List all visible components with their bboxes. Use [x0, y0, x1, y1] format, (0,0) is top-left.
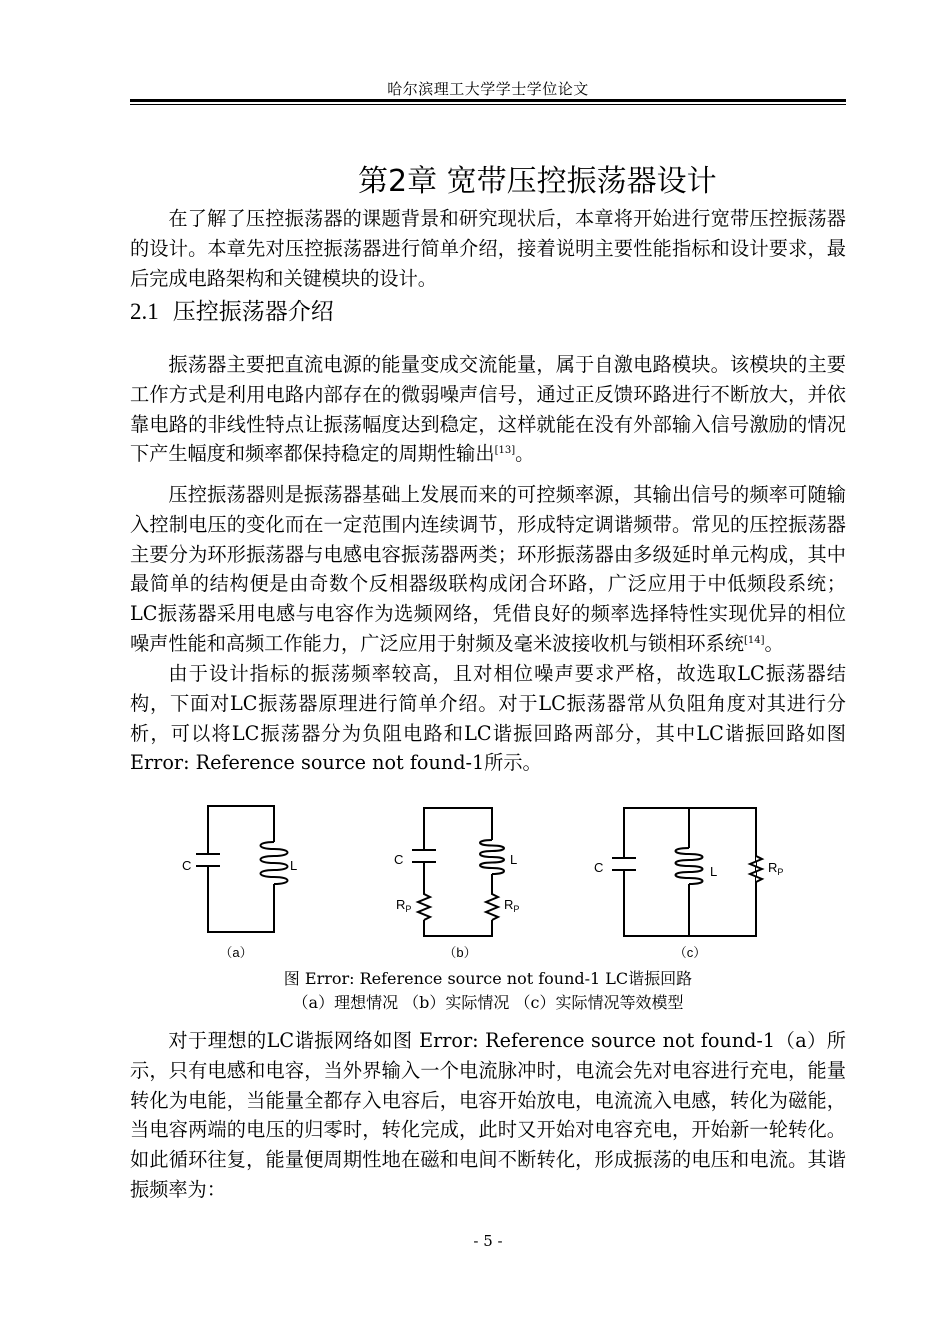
citation-14[interactable]: [14] [744, 634, 765, 646]
running-header: 哈尔滨理工大学学士学位论文 [387, 80, 589, 98]
label-rp-c: $R_P$ [768, 860, 784, 877]
section-heading [130, 293, 334, 326]
paragraph-ideal-lc: 对于理想的LC谐振网络如图 Error: Reference source not found-1（a）所示，只有电感和电容，当外界输入一个电流脉冲时，电流会先对电容进行充电，能量转化为电能，当能量全都存入电容后，电容开始放电，电流流入电感，转化为磁能，当电容两端的电压的归零时，转化完成，此时又开始对电容充电，开始新一轮转化。如此循环往复，能量便周期性地在磁和电间不断转化，形成振荡的电压和电流。其谐振频率为： [130, 1029, 846, 1201]
resistor-c [750, 852, 762, 882]
circuit-b-wires [424, 808, 492, 936]
label-c-a: C [182, 858, 192, 873]
figure-subcaption: （a）理想情况 （b）实际情况 （c）实际情况等效模型 [292, 993, 684, 1012]
sublabel-b: （b） [443, 945, 477, 960]
label-l-c: L [710, 864, 718, 879]
citation-13[interactable]: [13] [494, 445, 516, 457]
label-c-b: C [394, 852, 404, 867]
section-title: 压控振荡器介绍 [172, 299, 334, 325]
paragraph-lc-intro: 由于设计指标的振荡频率较高，且对相位噪声要求严格，故选取LC振荡器结构，下面对LC振荡器原理进行简单介绍。对于LC振荡器常从负阻角度对其进行分析，可以将LC振荡器分为负阻电路和LC谐振回路两部分，其中LC谐振回路如图 Error: Reference source not found-1所示。 [130, 662, 846, 775]
inductor-a [261, 842, 288, 884]
label-l-b: L [510, 852, 518, 867]
capacitor-a [196, 854, 220, 866]
inductor-c [676, 848, 703, 884]
paragraph-end: 。 [515, 442, 535, 466]
label-l-a: L [290, 858, 298, 873]
label-c-c: C [594, 860, 604, 875]
sublabel-c: （c） [673, 945, 707, 960]
lc-tank-figure [170, 796, 800, 962]
page-number: - 5 - [473, 1232, 503, 1250]
intro-paragraph: 在了解了压控振荡器的课题背景和研究现状后，本章将开始进行宽带压控振荡器的设计。本章先对压控振荡器进行简单介绍，接着说明主要性能指标和设计要求，最后完成电路架构和关键模块的设计。 [130, 207, 846, 290]
section-number: 2.1 [130, 299, 159, 324]
capacitor-b [412, 850, 436, 862]
label-rp-b-left: $R_P$ [396, 897, 412, 914]
paragraph-text: 振荡器主要把直流电源的能量变成交流能量，属于自激电路模块。该模块的主要工作方式是利用电路内部存在的微弱噪声信号，通过正反馈环路进行不断放大，并依靠电路的非线性特点让振荡幅度达到稳定，这样就能在没有外部输入信号激励的情况下产生幅度和频率都保持稳定的周期性输出 [130, 353, 846, 466]
paragraph-end: 。 [764, 631, 784, 655]
paragraph-text: 压控振荡器则是振荡器基础上发展而来的可控频率源，其输出信号的频率可随输入控制电压的变化而在一定范围内连续调节，形成特定调谐频带。常见的压控振荡器主要分为环形振荡器与电感电容振荡器两类；环形振荡器由多级延时单元构成，其中最简单的结构便是由奇数个反相器级联构成闭合环路，广泛应用于中低频段系统；LC振荡器采用电感与电容作为选频网络，凭借良好的频率选择特性实现优异的相位噪声性能和高频工作能力，广泛应用于射频及毫米波接收机与锁相环系统 [130, 483, 846, 655]
circuit-a-wires [208, 806, 274, 932]
header-rule-thin [130, 104, 846, 105]
figure-caption: 图 Error: Reference source not found-1 LC谐振回路 [283, 969, 693, 988]
resistor-b-right [486, 890, 498, 920]
paragraph-oscillator [130, 350, 846, 469]
header-rule-thick [130, 99, 846, 102]
label-rp-b-right: $R_P$ [504, 897, 520, 914]
sublabel-a: （a） [219, 945, 253, 960]
chapter-title: 第2章 宽带压控振荡器设计 [358, 164, 717, 199]
inductor-b [480, 840, 504, 874]
paragraph-vco [130, 480, 846, 659]
resistor-b-left [418, 890, 430, 920]
capacitor-c [610, 858, 638, 870]
